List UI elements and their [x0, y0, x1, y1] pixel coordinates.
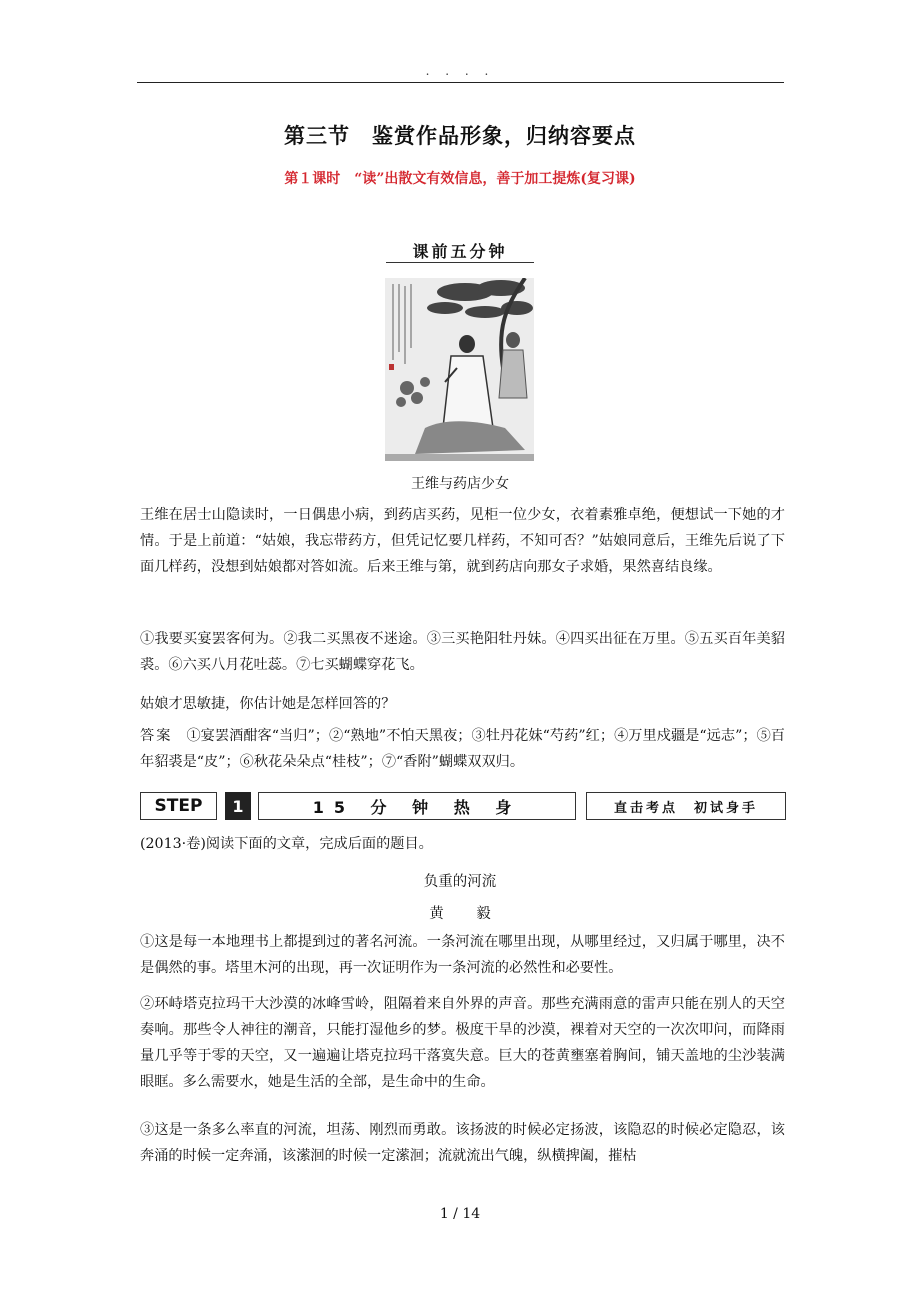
essay-paragraph-3: ③这是一条多么率直的河流，坦荡、刚烈而勇敢。该扬波的时候必定扬波，该隐忍的时候必定隐忍，该奔涌的时候一定奔涌，该潆洄的时候一定潆洄；流就流出气魄，纵横捭阖，摧枯	[140, 1122, 785, 1164]
essay-paragraph-1: ①这是每一本地理书上都提到过的著名河流。一条河流在哪里出现，从哪里经过，又归属于哪里，决不是偶然的事。塔里木河的出现，再一次证明作为一条河流的必然性和必要性。	[140, 934, 785, 976]
step-title: 15 分 钟 热 身	[258, 792, 576, 820]
question-paragraph	[140, 691, 785, 717]
essay-paragraph	[140, 991, 785, 1095]
essay-author: 黄 毅	[429, 906, 505, 922]
page-number: 1 / 14	[439, 1206, 481, 1222]
essay-paragraph	[140, 1117, 785, 1169]
header-dots: . . . .	[425, 64, 495, 78]
lesson-subtitle: 第１课时 “读”出散文有效信息，善于加工提炼(复习课)	[284, 171, 636, 187]
step-banner	[140, 792, 786, 822]
exercise-intro	[140, 831, 785, 857]
illustration-caption: 王维与药店少女	[411, 476, 509, 492]
essay-paragraph-2: ②环峙塔克拉玛干大沙漠的冰峰雪岭，阻隔着来自外界的声音。那些充满雨意的雷声只能在别人的天空奏响。那些令人神往的潮音，只能打湿他乡的梦。极度干旱的沙漠，裸着对天空的一次次叩问，而降雨量几乎等于零的天空，又一遍遍让塔克拉玛干落寞失意。巨大的苍黄壅塞着胸间，铺天盖地的尘沙装满眼眶。多么需要水，她是生活的全部，是生命中的生命。	[140, 996, 785, 1090]
story-text: 王维在居士山隐读时，一日偶患小病，到药店买药，见柜一位少女，衣着素雅卓绝，便想试一下她的才情。于是上前道：“姑娘，我忘带药方，但凭记忆要几样药，不知可否？”姑娘同意后，王维先后说了下面几样药，没想到姑娘都对答如流。后来王维与第，就到药店向那女子求婚，果然喜结良缘。	[140, 507, 785, 575]
section-label: 课前五分钟	[412, 242, 508, 261]
step-subtitle: 直击考点 初试身手	[586, 792, 786, 820]
essay-title: 负重的河流	[423, 874, 497, 890]
answer-label: 答案	[140, 728, 173, 744]
answer-text: ①宴罢酒酣客“当归”；②“熟地”不怕天黑夜；③牡丹花妹“芍药”红；④万里戍疆是“远志”；⑤百年貂裘是“皮”；⑥秋花朵朵点“桂枝”；⑦“香附”蝴蝶双双归。	[140, 728, 785, 770]
step-word: STEP	[140, 792, 217, 820]
exercise-intro-text: (2013·卷)阅读下面的文章，完成后面的题目。	[140, 836, 433, 852]
answer-paragraph	[140, 723, 785, 775]
header-rule	[137, 82, 784, 83]
wang-wei-illustration	[385, 278, 534, 461]
riddles-paragraph	[140, 626, 785, 678]
section-rule	[386, 262, 534, 263]
step-number: 1	[225, 792, 251, 820]
story-paragraph	[140, 502, 785, 580]
question-text: 姑娘才思敏捷，你估计她是怎样回答的？	[140, 696, 396, 712]
riddles-text: ①我要买宴罢客何为。②我二买黑夜不迷途。③三买艳阳牡丹妹。④四买出征在万里。⑤五买百年美貂裘。⑥六买八月花吐蕊。⑦七买蝴蝶穿花飞。	[140, 631, 785, 673]
page-title: 第三节 鉴赏作品形象，归纳容要点	[284, 123, 636, 148]
essay-paragraph	[140, 929, 785, 981]
